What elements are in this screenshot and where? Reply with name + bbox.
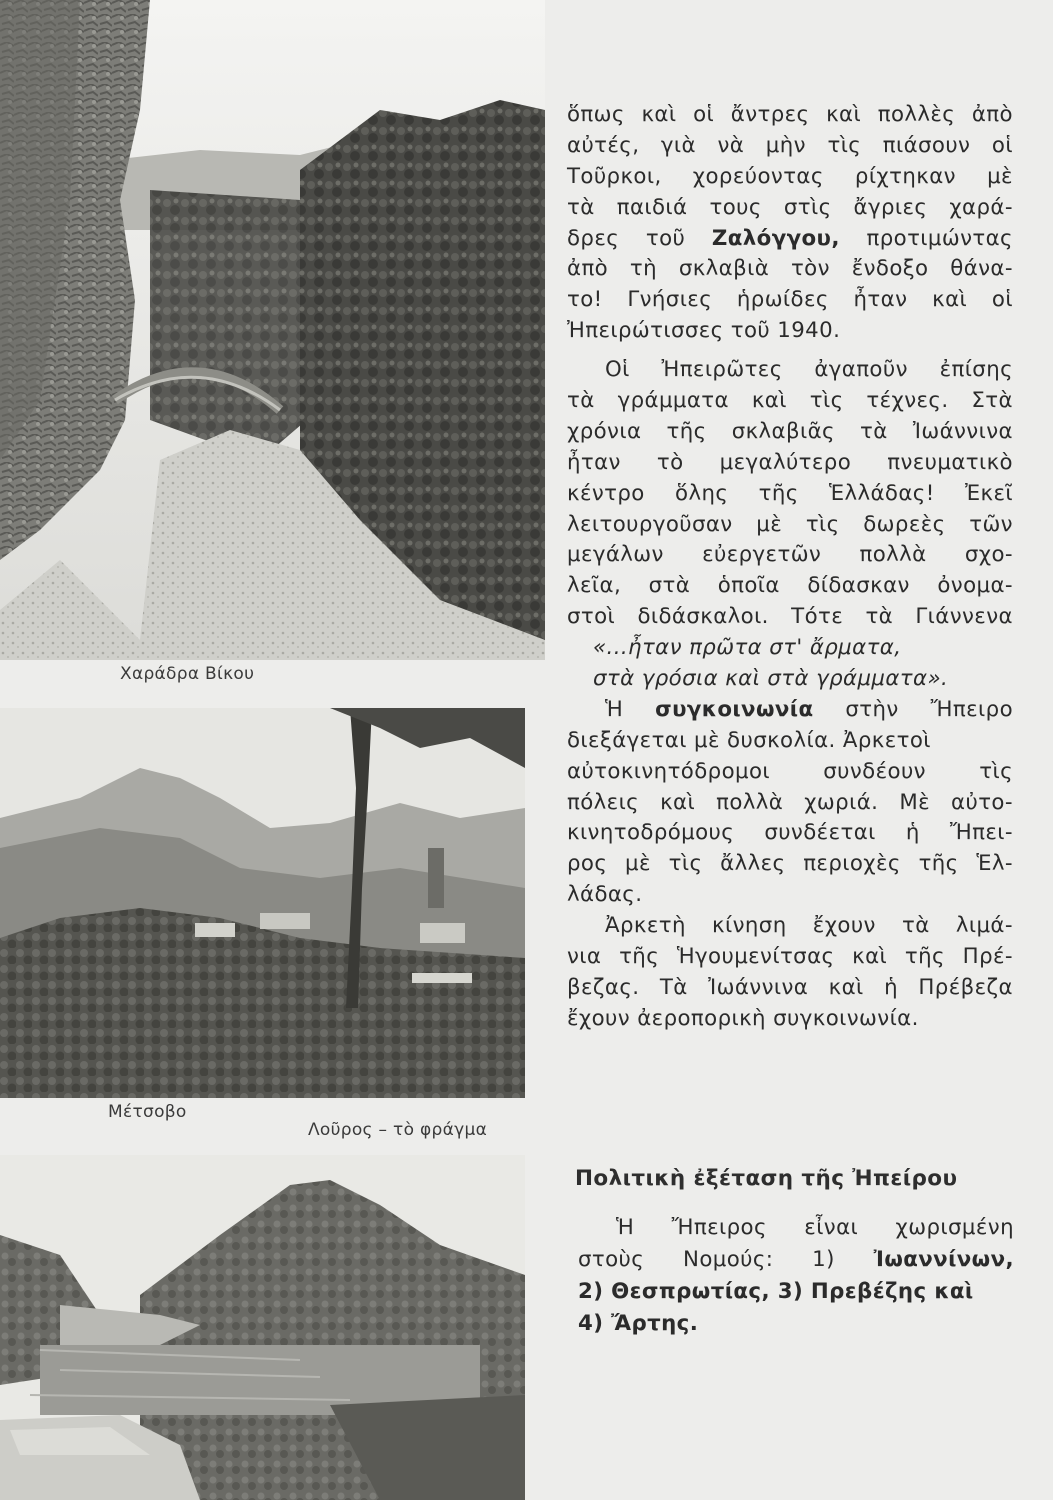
caption-metsovo: Μέτσοβο <box>108 1102 187 1122</box>
text-line: ἦταν τὸ μεγαλύτερο πνευματικὸ <box>567 449 1013 475</box>
place-zalongo: Ζαλόγγου, <box>711 225 840 251</box>
text-line: αὐτοκινητόδρομοι συνδέουν τὶς <box>567 758 1013 784</box>
caption-louros: Λοῦρος – τὸ φράγμα <box>308 1120 488 1140</box>
text-line: Ἠπειρώτισσες τοῦ 1940. <box>567 318 841 344</box>
text-line: Τοῦρκοι, χορεύοντας ρίχτηκαν μὲ <box>567 163 1013 189</box>
text-line: κέντρο ὅλης τῆς Ἑλλάδας! Ἐκεῖ <box>567 480 1013 506</box>
text-line: πόλεις καὶ πολλὰ χωριά. Μὲ αὐτο- <box>567 789 1013 815</box>
term-transport: συγκοινωνία <box>655 696 814 722</box>
quote-line: στὰ γρόσια καὶ στὰ γράμματα». <box>593 666 949 692</box>
photo-metsovo <box>0 708 525 1098</box>
text-line: τὰ γράμματα καὶ τὶς τέχνες. Στὰ <box>567 388 1013 414</box>
text-line: δρες τοῦ Ζαλόγγου, προτιμώντας <box>567 224 1013 255</box>
text-line: ἔχουν ἀεροπορικὴ συγκοινωνία. <box>567 1005 919 1031</box>
text-line: χρόνια τῆς σκλαβιᾶς τὰ Ἰωάννινα <box>567 418 1013 444</box>
body-text <box>567 100 1013 1035</box>
text-line: 4) Ἄρτης. <box>578 1311 699 1336</box>
prefecture-ioannina: Ἰωαννίνων, <box>873 1247 1014 1272</box>
text-line: ρος μὲ τὶς ἄλλες περιοχὲς τῆς Ἑλ- <box>567 851 1013 877</box>
caption-vikos: Χαράδρα Βίκου <box>120 664 255 684</box>
text-line: Ἡ συγκοινωνία στὴν Ἤπειρο <box>567 695 1013 726</box>
text-line: βεζας. Τὰ Ἰωάννινα καὶ ἡ Πρέβεζα <box>567 974 1013 1000</box>
section-text <box>578 1212 1014 1340</box>
text-line: στοὶ διδάσκαλοι. Τότε τὰ Γιάννενα <box>567 604 1013 630</box>
text-line: κινητοδρόμους συνδέεται ἡ Ἤπει- <box>567 820 1013 846</box>
text-line: Οἱ Ἠπειρῶτες ἀγαποῦν ἐπίσης <box>605 357 1013 383</box>
text-line: Ἡ Ἤπειρος εἶναι χωρισμένη <box>616 1215 1014 1240</box>
text-line: τὰ παιδιά τους στὶς ἄγριες χαρά- <box>567 194 1013 220</box>
text-line: μεγάλων εὐεργετῶν πολλὰ σχο- <box>567 542 1013 568</box>
text-line: ὅπως καὶ οἱ ἄντρες καὶ πολλὲς ἀπὸ <box>567 102 1013 127</box>
text-line: το! Γνήσιες ἡρωίδες ἦταν καὶ οἱ <box>567 287 1013 313</box>
section-heading: Πολιτικὴ ἐξέταση τῆς Ἠπείρου <box>575 1166 958 1191</box>
text-line: Ἀρκετὴ κίνηση ἔχουν τὰ λιμά- <box>605 913 1013 939</box>
text-line: στοὺς Νομούς: 1) Ἰωαννίνων, <box>578 1244 1014 1276</box>
text-line: λεῖα, στὰ ὁποῖα δίδασκαν ὀνομα- <box>567 573 1013 599</box>
gorge-image <box>0 0 545 660</box>
text-line: λειτουργοῦσαν μὲ τὶς δωρεὲς τῶν <box>567 511 1013 537</box>
text-line: λάδας. <box>567 882 643 908</box>
photo-louros-dam <box>0 1155 525 1500</box>
text-line: νια τῆς Ἡγουμενίτσας καὶ τῆς Πρέ- <box>567 944 1013 970</box>
text-line: αὐτές, γιὰ νὰ μὴν τὶς πιάσουν οἱ <box>567 132 1013 158</box>
text-line: ἀπὸ τὴ σκλαβιὰ τὸν ἔνδοξο θάνα- <box>567 256 1013 282</box>
photo-vikos-gorge <box>0 0 545 660</box>
text-line: διεξάγεται μὲ δυσκολία. Ἀρκετοὶ <box>567 727 931 753</box>
dam-image <box>0 1155 525 1500</box>
village-image <box>0 708 525 1098</box>
text-line: 2) Θεσπρωτίας, 3) Πρεβέζης καὶ <box>578 1279 974 1304</box>
quote-line: «...ἦταν πρῶτα στ' ἄρματα, <box>593 635 902 661</box>
